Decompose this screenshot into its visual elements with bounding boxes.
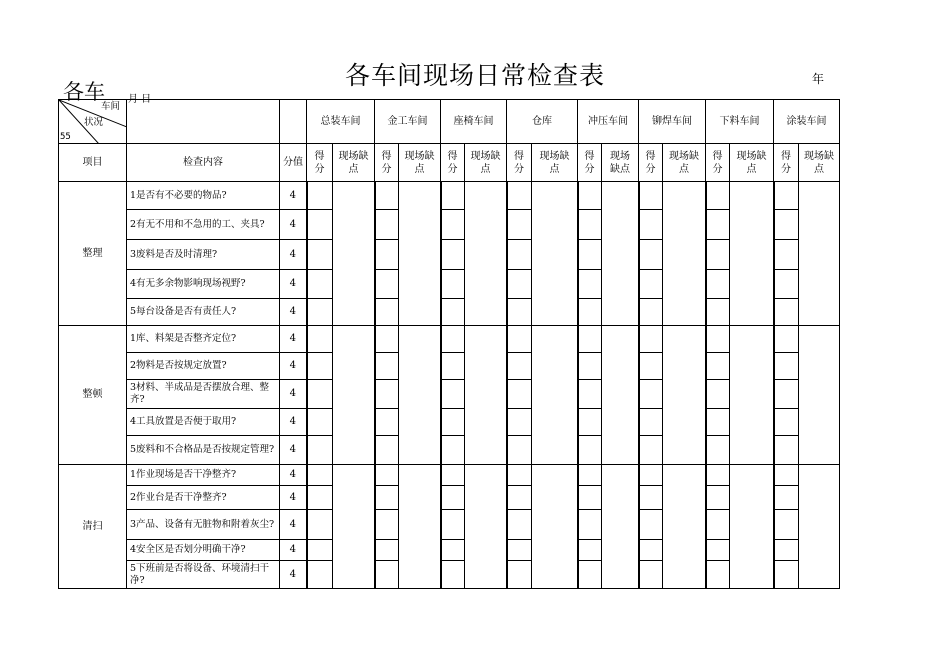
check-item: 4有无多余物影响现场视野?: [127, 270, 280, 299]
score-input-cell[interactable]: [578, 270, 602, 299]
score-input-cell[interactable]: [307, 210, 333, 240]
inspection-table: [58, 99, 840, 589]
subheader-score: 得分: [307, 144, 333, 182]
defects-input-cell[interactable]: [602, 326, 639, 465]
table-row: [59, 380, 840, 409]
score-input-cell[interactable]: [639, 436, 663, 465]
score-input-cell[interactable]: [639, 409, 663, 436]
check-item: 4安全区是否划分明确干净?: [127, 540, 280, 561]
subheader-defects: 现场缺点: [399, 144, 441, 182]
score-input-cell[interactable]: [441, 299, 465, 326]
score-input-cell[interactable]: [375, 380, 399, 409]
score-input-cell[interactable]: [706, 409, 730, 436]
score-input-cell[interactable]: [441, 436, 465, 465]
score-input-cell[interactable]: [578, 299, 602, 326]
score-input-cell[interactable]: [307, 561, 333, 589]
score-input-cell[interactable]: [307, 465, 333, 486]
table-row: [59, 561, 840, 589]
table-row: [59, 353, 840, 380]
score-input-cell[interactable]: [639, 210, 663, 240]
defects-input-cell[interactable]: [333, 465, 375, 589]
score-input-cell[interactable]: [507, 182, 532, 210]
score-input-cell[interactable]: [774, 540, 799, 561]
score-input-cell[interactable]: [639, 353, 663, 380]
score-input-cell[interactable]: [706, 353, 730, 380]
overlapped-heading-text: 各车: [63, 80, 105, 104]
score-input-cell[interactable]: [441, 182, 465, 210]
score-input-cell[interactable]: [578, 409, 602, 436]
score-input-cell[interactable]: [307, 299, 333, 326]
table-row: [59, 182, 840, 210]
item-score-value: 4: [280, 353, 307, 380]
item-score-value: 4: [280, 326, 307, 353]
table-row: [59, 540, 840, 561]
defects-input-cell[interactable]: [663, 182, 706, 326]
workshop-header: 冲压车间: [578, 100, 639, 144]
score-input-cell[interactable]: [639, 465, 663, 486]
subheader-score: 得分: [441, 144, 465, 182]
item-score-value: 4: [280, 270, 307, 299]
score-input-cell[interactable]: [375, 299, 399, 326]
subheader-score: 得分: [774, 144, 799, 182]
page-title: 各车间现场日常检查表: [344, 61, 605, 90]
score-input-cell[interactable]: [375, 270, 399, 299]
defects-input-cell[interactable]: [602, 465, 639, 589]
item-score-value: 4: [280, 465, 307, 486]
blank-header-cell: [127, 100, 280, 144]
defects-input-cell[interactable]: [532, 326, 578, 465]
subheader-defects: 现场缺点: [799, 144, 840, 182]
score-input-cell[interactable]: [307, 380, 333, 409]
col-score-header: 分值: [280, 144, 307, 182]
score-input-cell[interactable]: [774, 409, 799, 436]
table-row: [59, 240, 840, 270]
score-input-cell[interactable]: [639, 486, 663, 510]
score-input-cell[interactable]: [774, 270, 799, 299]
score-input-cell[interactable]: [441, 510, 465, 540]
score-input-cell[interactable]: [578, 510, 602, 540]
table-row: [59, 409, 840, 436]
subheader-score: 得分: [578, 144, 602, 182]
score-input-cell[interactable]: [441, 540, 465, 561]
check-item: 5下班前是否将设备、环境清扫干净?: [127, 561, 280, 589]
score-input-cell[interactable]: [706, 326, 730, 353]
table-row: [59, 270, 840, 299]
section-name: 清扫: [59, 465, 127, 589]
check-item: 1库、料架是否整齐定位?: [127, 326, 280, 353]
item-score-value: 4: [280, 436, 307, 465]
score-input-cell[interactable]: [307, 326, 333, 353]
score-input-cell[interactable]: [307, 240, 333, 270]
subheader-defects: 现场缺点: [730, 144, 774, 182]
score-input-cell[interactable]: [507, 380, 532, 409]
score-input-cell[interactable]: [774, 486, 799, 510]
score-input-cell[interactable]: [706, 270, 730, 299]
score-input-cell[interactable]: [507, 353, 532, 380]
score-input-cell[interactable]: [774, 561, 799, 589]
workshop-header: 金工车间: [375, 100, 441, 144]
score-input-cell[interactable]: [307, 409, 333, 436]
score-input-cell[interactable]: [774, 436, 799, 465]
defects-input-cell[interactable]: [333, 182, 375, 326]
subheader-score: 得分: [375, 144, 399, 182]
diag-number-label: 55: [60, 132, 71, 142]
workshop-header: 仓库: [507, 100, 578, 144]
score-input-cell[interactable]: [441, 326, 465, 353]
score-input-cell[interactable]: [507, 299, 532, 326]
score-input-cell[interactable]: [578, 380, 602, 409]
diag-status-label: 状况: [84, 117, 104, 128]
score-input-cell[interactable]: [307, 182, 333, 210]
score-input-cell[interactable]: [441, 380, 465, 409]
section-name: 整理: [59, 182, 127, 326]
subheader-defects: 现场缺点: [602, 144, 639, 182]
item-score-value: 4: [280, 561, 307, 589]
table-row: [59, 486, 840, 510]
defects-input-cell[interactable]: [799, 182, 840, 326]
score-input-cell[interactable]: [706, 540, 730, 561]
defects-input-cell[interactable]: [799, 326, 840, 465]
score-input-cell[interactable]: [507, 486, 532, 510]
workshop-header: 总装车间: [307, 100, 375, 144]
score-input-cell[interactable]: [507, 409, 532, 436]
defects-input-cell[interactable]: [730, 326, 774, 465]
year-label: 年: [812, 72, 825, 86]
workshop-header: 涂装车间: [774, 100, 840, 144]
score-input-cell[interactable]: [578, 561, 602, 589]
subheader-defects: 现场缺点: [532, 144, 578, 182]
workshop-header: 座椅车间: [441, 100, 507, 144]
defects-input-cell[interactable]: [465, 326, 507, 465]
table-row: [59, 210, 840, 240]
score-input-cell[interactable]: [507, 240, 532, 270]
score-input-cell[interactable]: [578, 240, 602, 270]
check-item: 3产品、设备有无脏物和附着灰尘?: [127, 510, 280, 540]
score-input-cell[interactable]: [578, 210, 602, 240]
defects-input-cell[interactable]: [532, 182, 578, 326]
defects-input-cell[interactable]: [799, 465, 840, 589]
score-input-cell[interactable]: [774, 210, 799, 240]
defects-input-cell[interactable]: [333, 326, 375, 465]
score-input-cell[interactable]: [441, 270, 465, 299]
score-input-cell[interactable]: [706, 210, 730, 240]
score-input-cell[interactable]: [375, 561, 399, 589]
score-input-cell[interactable]: [507, 436, 532, 465]
score-input-cell[interactable]: [375, 540, 399, 561]
score-input-cell[interactable]: [375, 436, 399, 465]
item-score-value: 4: [280, 182, 307, 210]
score-input-cell[interactable]: [774, 510, 799, 540]
score-input-cell[interactable]: [375, 353, 399, 380]
table-row: [59, 510, 840, 540]
table-row: [59, 326, 840, 353]
workshop-header: 下料车间: [706, 100, 774, 144]
table-row: [59, 465, 840, 486]
defects-input-cell[interactable]: [663, 465, 706, 589]
score-input-cell[interactable]: [774, 182, 799, 210]
score-input-cell[interactable]: [375, 326, 399, 353]
score-input-cell[interactable]: [375, 486, 399, 510]
score-input-cell[interactable]: [578, 353, 602, 380]
score-input-cell[interactable]: [639, 270, 663, 299]
score-input-cell[interactable]: [441, 240, 465, 270]
defects-input-cell[interactable]: [663, 326, 706, 465]
score-input-cell[interactable]: [706, 436, 730, 465]
item-score-value: 4: [280, 409, 307, 436]
score-input-cell[interactable]: [307, 436, 333, 465]
item-score-value: 4: [280, 380, 307, 409]
diagonal-header-cell: [59, 100, 127, 144]
score-input-cell[interactable]: [706, 182, 730, 210]
check-item: 5废料和不合格品是否按规定管理?: [127, 436, 280, 465]
score-input-cell[interactable]: [639, 540, 663, 561]
check-item: 1作业现场是否干净整齐?: [127, 465, 280, 486]
item-score-value: 4: [280, 540, 307, 561]
check-item: 2物料是否按规定放置?: [127, 353, 280, 380]
check-item: 4工具放置是否便于取用?: [127, 409, 280, 436]
score-input-cell[interactable]: [639, 510, 663, 540]
workshop-header: 铆焊车间: [639, 100, 706, 144]
col-content-header: 检查内容: [127, 144, 280, 182]
score-input-cell[interactable]: [639, 182, 663, 210]
score-input-cell[interactable]: [507, 510, 532, 540]
col-item-header: 项目: [59, 144, 127, 182]
score-input-cell[interactable]: [578, 182, 602, 210]
score-input-cell[interactable]: [375, 182, 399, 210]
score-input-cell[interactable]: [507, 465, 532, 486]
score-input-cell[interactable]: [507, 210, 532, 240]
diag-workshop-label: 车间: [100, 101, 120, 112]
score-input-cell[interactable]: [375, 409, 399, 436]
defects-input-cell[interactable]: [399, 182, 441, 326]
check-item: 3废料是否及时清理?: [127, 240, 280, 270]
score-input-cell[interactable]: [639, 299, 663, 326]
defects-input-cell[interactable]: [465, 465, 507, 589]
defects-input-cell[interactable]: [532, 465, 578, 589]
defects-input-cell[interactable]: [730, 465, 774, 589]
subheader-defects: 现场缺点: [663, 144, 706, 182]
score-input-cell[interactable]: [578, 540, 602, 561]
score-input-cell[interactable]: [507, 270, 532, 299]
score-input-cell[interactable]: [578, 465, 602, 486]
score-input-cell[interactable]: [507, 561, 532, 589]
subheader-defects: 现场缺点: [333, 144, 375, 182]
score-input-cell[interactable]: [706, 465, 730, 486]
check-item: 1是否有不必要的物品?: [127, 182, 280, 210]
subheader-score: 得分: [639, 144, 663, 182]
check-item: 2有无不用和不急用的工、夹具?: [127, 210, 280, 240]
score-input-cell[interactable]: [307, 486, 333, 510]
score-input-cell[interactable]: [774, 353, 799, 380]
item-score-value: 4: [280, 510, 307, 540]
defects-input-cell[interactable]: [730, 182, 774, 326]
score-input-cell[interactable]: [578, 486, 602, 510]
score-input-cell[interactable]: [639, 380, 663, 409]
defects-input-cell[interactable]: [399, 326, 441, 465]
subheader-defects: 现场缺点: [465, 144, 507, 182]
table-row: [59, 299, 840, 326]
score-input-cell[interactable]: [507, 540, 532, 561]
score-input-cell[interactable]: [706, 561, 730, 589]
blank-header-cell: [280, 100, 307, 144]
check-item: 3材料、半成品是否摆放合理、整齐?: [127, 380, 280, 409]
check-item: 2作业台是否干净整齐?: [127, 486, 280, 510]
table-row: [59, 436, 840, 465]
score-input-cell[interactable]: [441, 465, 465, 486]
score-input-cell[interactable]: [307, 353, 333, 380]
subheader-score: 得分: [507, 144, 532, 182]
score-input-cell[interactable]: [375, 210, 399, 240]
score-input-cell[interactable]: [578, 326, 602, 353]
score-input-cell[interactable]: [375, 510, 399, 540]
score-input-cell[interactable]: [307, 510, 333, 540]
section-name: 整顿: [59, 326, 127, 465]
score-input-cell[interactable]: [441, 409, 465, 436]
check-item: 5每台设备是否有责任人?: [127, 299, 280, 326]
score-input-cell[interactable]: [307, 540, 333, 561]
score-input-cell[interactable]: [639, 240, 663, 270]
month-day-label: 月 日: [128, 94, 152, 105]
score-input-cell[interactable]: [441, 486, 465, 510]
score-input-cell[interactable]: [706, 510, 730, 540]
score-input-cell[interactable]: [639, 561, 663, 589]
item-score-value: 4: [280, 210, 307, 240]
score-input-cell[interactable]: [307, 270, 333, 299]
subheader-score: 得分: [706, 144, 730, 182]
score-input-cell[interactable]: [375, 240, 399, 270]
score-input-cell[interactable]: [441, 210, 465, 240]
score-input-cell[interactable]: [774, 465, 799, 486]
score-input-cell[interactable]: [639, 326, 663, 353]
item-score-value: 4: [280, 299, 307, 326]
score-input-cell[interactable]: [774, 326, 799, 353]
defects-input-cell[interactable]: [465, 182, 507, 326]
score-input-cell[interactable]: [774, 380, 799, 409]
score-input-cell[interactable]: [706, 486, 730, 510]
item-score-value: 4: [280, 240, 307, 270]
score-input-cell[interactable]: [441, 353, 465, 380]
item-score-value: 4: [280, 486, 307, 510]
defects-input-cell[interactable]: [399, 465, 441, 589]
score-input-cell[interactable]: [706, 240, 730, 270]
score-input-cell[interactable]: [578, 436, 602, 465]
score-input-cell[interactable]: [706, 380, 730, 409]
score-input-cell[interactable]: [774, 240, 799, 270]
score-input-cell[interactable]: [774, 299, 799, 326]
score-input-cell[interactable]: [507, 326, 532, 353]
score-input-cell[interactable]: [375, 465, 399, 486]
defects-input-cell[interactable]: [602, 182, 639, 326]
score-input-cell[interactable]: [706, 299, 730, 326]
score-input-cell[interactable]: [441, 561, 465, 589]
